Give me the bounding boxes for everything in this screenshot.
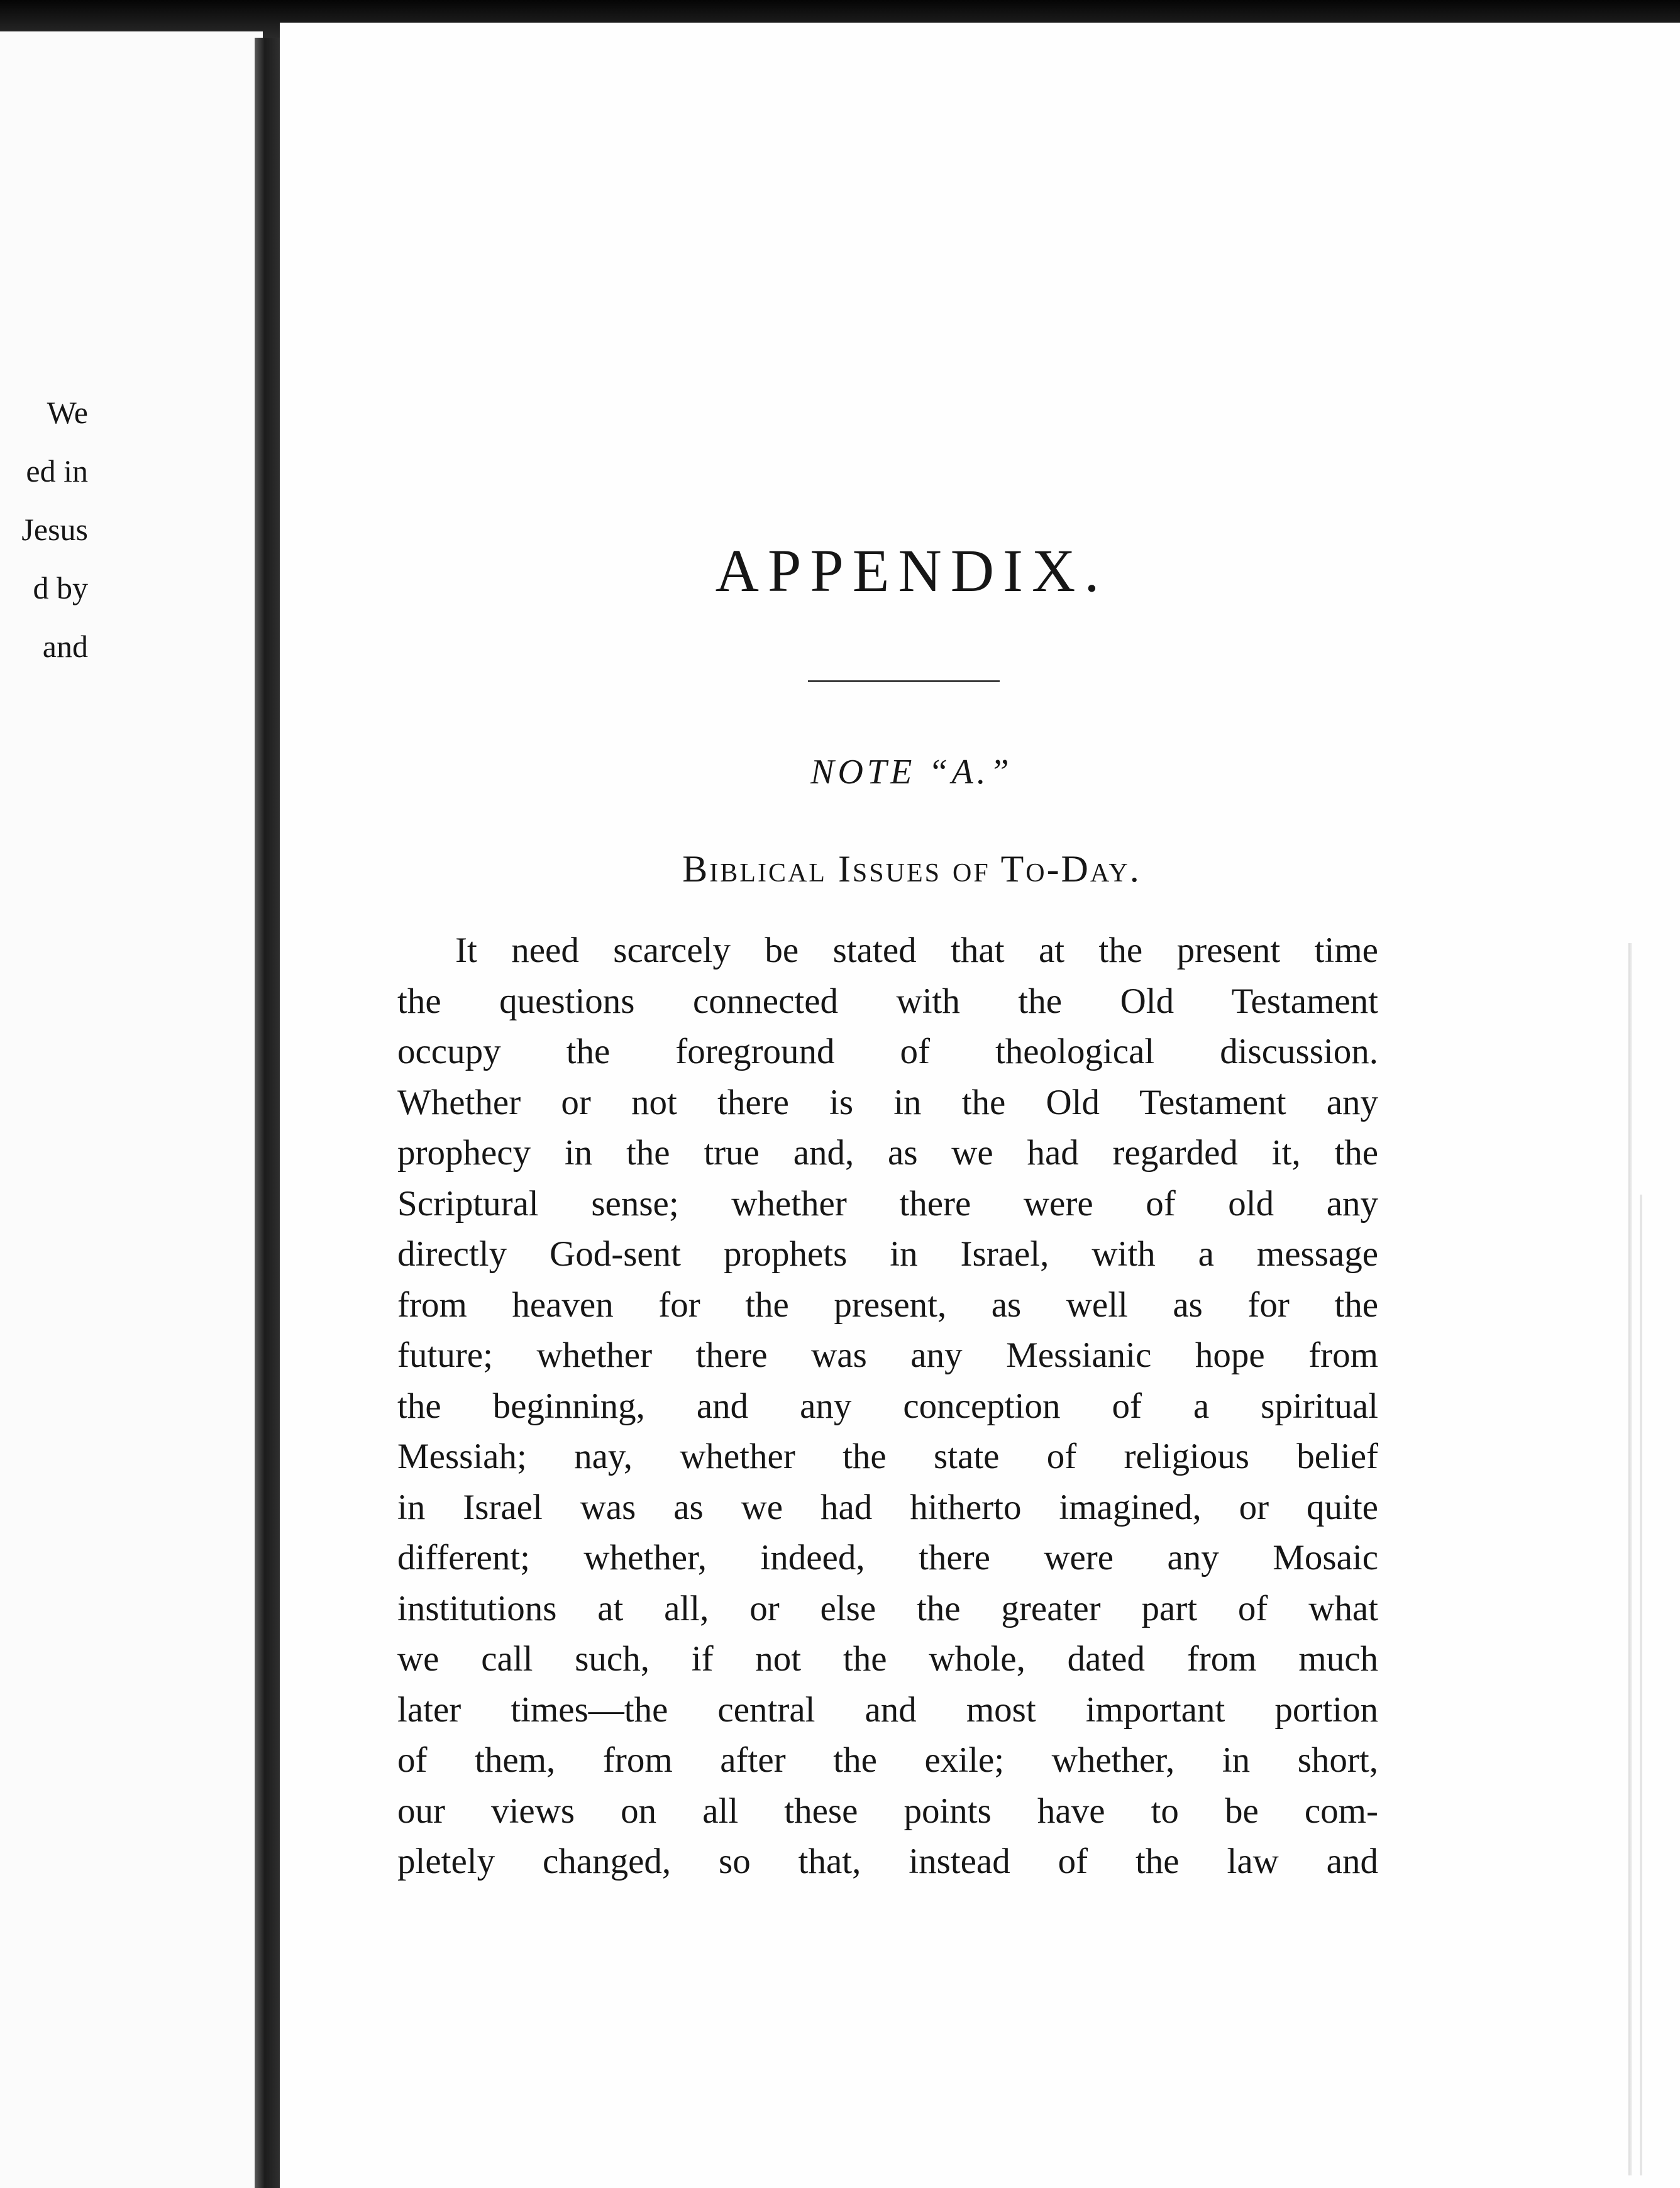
page-edge-shadow bbox=[1640, 1195, 1642, 2175]
body-line: occupy the foreground of theological discussion. bbox=[397, 1032, 1378, 1071]
body-line: later times—the central and most important portion bbox=[397, 1689, 1378, 1730]
left-page-fragment: d by bbox=[33, 570, 88, 605]
body-line: from heaven for the present, as well as for the bbox=[397, 1285, 1378, 1325]
body-line: the beginning, and any conception of a spiritual bbox=[397, 1386, 1378, 1426]
left-page-fragment: We bbox=[47, 395, 88, 430]
body-line: Messiah; nay, whether the state of religious belief bbox=[397, 1437, 1378, 1476]
body-line: of them, from after the exile; whether, in short, bbox=[397, 1740, 1378, 1780]
body-line: directly God-sent prophets in Israel, with a message bbox=[397, 1234, 1378, 1274]
body-line: It need scarcely be stated that at the present time bbox=[455, 931, 1378, 970]
book-spine bbox=[255, 38, 280, 2188]
left-page bbox=[0, 31, 263, 2188]
left-page-fragment: and bbox=[42, 629, 88, 664]
body-line: our views on all these points have to be com- bbox=[397, 1791, 1378, 1831]
body-line: institutions at all, or else the greater part of what bbox=[397, 1588, 1378, 1628]
body-line: prophecy in the true and, as we had regarded it, the bbox=[397, 1133, 1378, 1173]
body-line: the questions connected with the Old Testament bbox=[397, 981, 1378, 1021]
left-page-text-fragments bbox=[0, 384, 88, 676]
left-page-fragment: Jesus bbox=[21, 512, 88, 547]
body-line: pletely changed, so that, instead of the law and bbox=[397, 1842, 1378, 1881]
note-label: NOTE “A.” bbox=[810, 753, 1013, 792]
body-line: Whether or not there is in the Old Testament any bbox=[397, 1082, 1378, 1122]
section-title: Biblical Issues of To-Day. bbox=[682, 848, 1141, 890]
body-line: Scriptural sense; whether there were of old any bbox=[397, 1183, 1378, 1224]
body-line: in Israel was as we had hitherto imagined, or quite bbox=[397, 1487, 1378, 1527]
left-page-fragment: ed in bbox=[26, 453, 88, 489]
page-edge-shadow bbox=[1628, 943, 1632, 2175]
body-line: we call such, if not the whole, dated from much bbox=[397, 1639, 1378, 1679]
divider-rule bbox=[808, 680, 1000, 682]
body-line: future; whether there was any Messianic hope from bbox=[397, 1335, 1378, 1375]
body-text bbox=[397, 925, 1378, 1887]
body-line: different; whether, indeed, there were any Mosaic bbox=[397, 1538, 1378, 1577]
page-title: APPENDIX. bbox=[715, 537, 1108, 604]
